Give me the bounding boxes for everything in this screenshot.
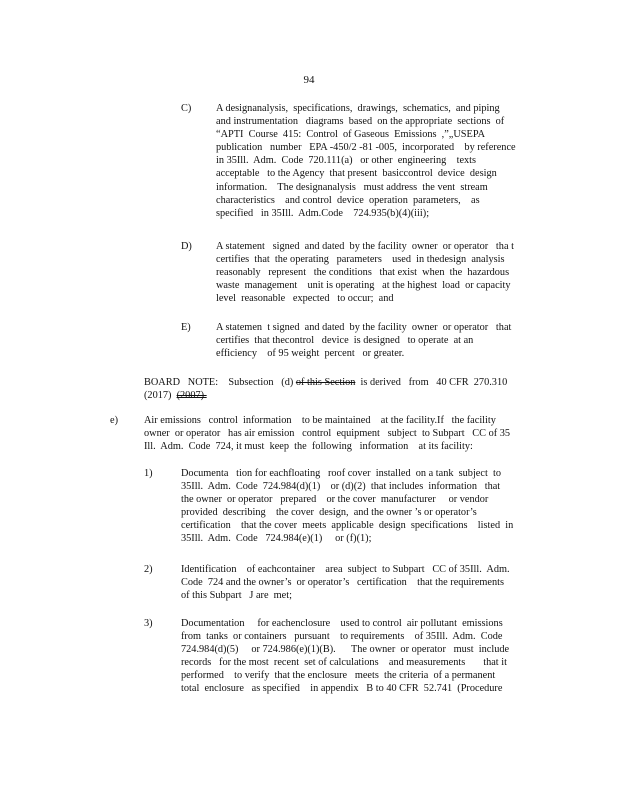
paragraph-label: C): [181, 103, 192, 114]
board-note-year: (2017): [144, 390, 177, 402]
text-line: level reasonable expected to occur; and: [216, 293, 394, 305]
text-line: of this Subpart J are met;: [181, 590, 292, 602]
paragraph-text: [181, 467, 540, 546]
paragraph-label: D): [181, 241, 192, 252]
text-line: acceptable to the Agency that present basiccontrol device design: [216, 168, 497, 180]
text-line: specified in 35Ill. Adm.Code 724.935(b)(4)(iii);: [216, 207, 430, 219]
text-line: reasonably represent the conditions that exist when the hazardous: [216, 267, 510, 279]
text-line: efficiency of 95 weight percent or greater.: [216, 348, 405, 360]
text-line: the owner or operator prepared or the cover manufacturer or vendor: [181, 494, 489, 506]
text-line: waste management unit is operating at the highest load or capacity: [216, 280, 511, 292]
paragraph-e-3: [144, 617, 540, 697]
board-note-prefix: BOARD NOTE: Subsection (d): [144, 377, 296, 388]
board-note-struck-text: of this Section: [295, 377, 356, 388]
page-number: 94: [303, 74, 315, 86]
text-line: certification that the cover meets applicable design specifications listed in: [181, 520, 514, 532]
paragraph-label: 3): [144, 618, 153, 629]
text-line: certifies that the operating parameters used in thedesign analysis: [216, 254, 505, 266]
text-line: “APTI Course 415: Control of Gaseous Emissions ,”„USEPA: [216, 129, 486, 141]
text-line: total enclosure as specified in appendix B to 40 CFR 52.741 (Procedure: [181, 683, 503, 695]
text-line: A statement signed and dated by the facility owner or operator tha t: [216, 241, 514, 252]
text-line: 724.984(d)(5) or 724.986(e)(1)(B). The owner or operator must include: [181, 644, 510, 656]
text-line: Code 724 and the owner’s or operator’s certification that the requirements: [181, 577, 505, 589]
text-line: Air emissions control information to be maintained at the facility.If the facility: [144, 415, 496, 426]
text-line: information. The designanalysis must address the vent stream: [216, 181, 488, 193]
paragraph-c: [181, 102, 537, 222]
text-line: in 35Ill. Adm. Code 720.111(a) or other engineering texts: [216, 155, 477, 167]
text-line: A designanalysis, specifications, drawings, schematics, and piping: [216, 103, 500, 114]
text-line: publication number EPA -450/2 -81 -005, incorporated by reference: [216, 142, 516, 154]
text-line: Identification of eachcontainer area subject to Subpart CC of 35Ill. Adm.: [181, 564, 510, 575]
paragraph-e-2: [144, 563, 540, 605]
text-line: characteristics and control device operation parameters, as: [216, 194, 480, 206]
text-line: and instrumentation diagrams based on the appropriate sections of: [216, 116, 505, 128]
paragraph-text: [181, 563, 540, 602]
text-line: 35Ill. Adm. Code 724.984(e)(1) or (f)(1);: [181, 533, 372, 545]
paragraph-text: [216, 321, 537, 360]
text-line: Ill. Adm. Code 724, it must keep the following information at its facility:: [144, 441, 473, 453]
paragraph-label: 1): [144, 468, 153, 479]
text-line: performed to verify that the enclosure meets the criteria of a permanent: [181, 670, 496, 682]
paragraph-text: [181, 617, 540, 696]
paragraph-text: [216, 102, 537, 220]
text-line: provided describing the cover design, and the owner ’s or operator’s: [181, 507, 477, 519]
text-line: records for the most recent set of calculations and measurements that it: [181, 657, 507, 669]
text-line: owner or operator has air emission control equipment subject to Subpart CC of 35: [144, 428, 511, 440]
paragraph-e: [110, 414, 540, 456]
paragraph-text: [144, 414, 540, 453]
text-line: certifies that thecontrol device is designed to operate at an: [216, 335, 474, 347]
text-line: Documentation for eachenclosure used to control air pollutant emissions: [181, 618, 503, 629]
text-line: A statemen t signed and dated by the facility owner or operator that: [216, 322, 512, 333]
paragraph-label: E): [181, 322, 191, 333]
text-line: Documenta tion for eachfloating roof cover installed on a tank subject to: [181, 468, 501, 479]
paragraph-e-1: [144, 467, 540, 547]
paragraph-e-upper: [181, 321, 537, 363]
board-note-struck-year: (2007): [176, 390, 207, 402]
paragraph-label: 2): [144, 564, 153, 575]
paragraph-text: [216, 240, 537, 305]
text-line: from tanks or containers pursuant to requirements of 35Ill. Adm. Code: [181, 631, 503, 643]
board-note-middle: is derived from 40 CFR 270.310: [355, 377, 508, 388]
board-note: [144, 376, 507, 402]
paragraph-d: [181, 240, 537, 310]
text-line: 35Ill. Adm. Code 724.984(d)(1) or (d)(2) that includes information that: [181, 481, 501, 493]
paragraph-label: e): [110, 415, 118, 426]
